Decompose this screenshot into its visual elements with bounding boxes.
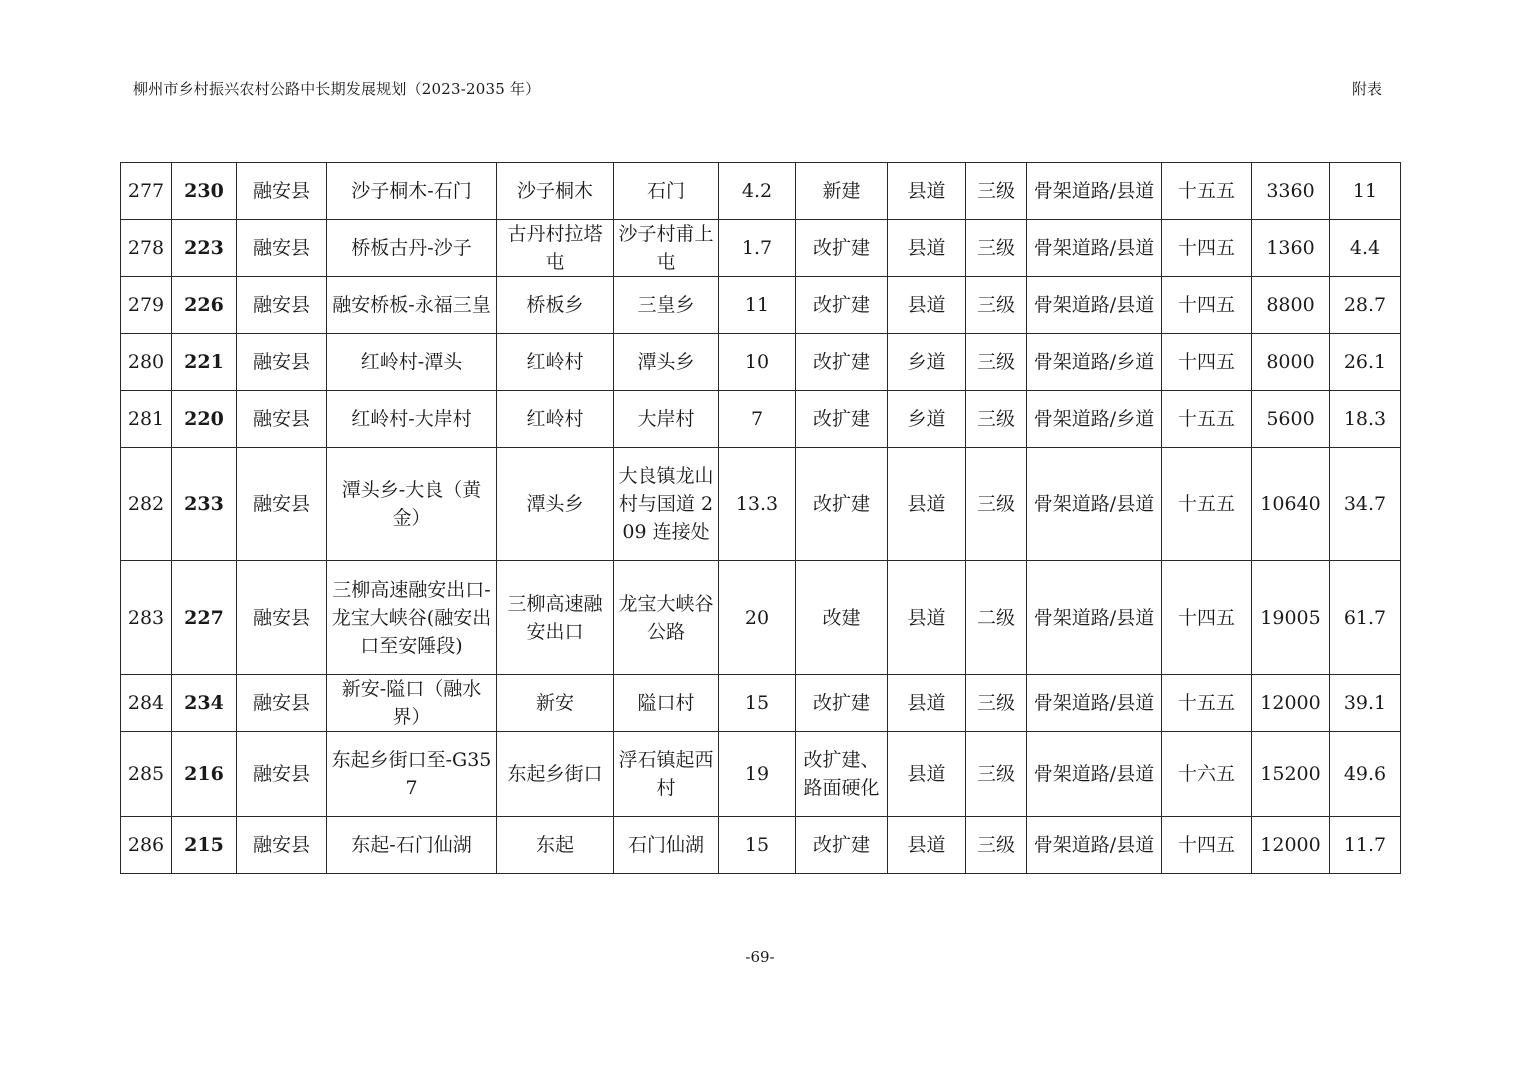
cell-route: 潭头乡-大良（黄金） xyxy=(327,448,497,561)
cell-type: 改扩建 xyxy=(796,277,888,334)
cell-end: 石门仙湖 xyxy=(614,817,719,874)
cell-investment: 3360 xyxy=(1252,163,1330,220)
cell-seq: 282 xyxy=(121,448,172,561)
cell-type: 改扩建 xyxy=(796,817,888,874)
cell-investment: 5600 xyxy=(1252,391,1330,448)
cell-investment: 12000 xyxy=(1252,675,1330,732)
cell-index: 49.6 xyxy=(1330,732,1401,817)
cell-grade: 三级 xyxy=(966,391,1027,448)
cell-code: 233 xyxy=(172,448,237,561)
cell-index: 11 xyxy=(1330,163,1401,220)
cell-length: 15 xyxy=(719,675,796,732)
cell-admin-level: 县道 xyxy=(888,675,966,732)
cell-index: 26.1 xyxy=(1330,334,1401,391)
cell-route: 桥板古丹-沙子 xyxy=(327,220,497,277)
cell-length: 11 xyxy=(719,277,796,334)
cell-start: 东起 xyxy=(497,817,614,874)
cell-type: 改建 xyxy=(796,561,888,675)
cell-period: 十四五 xyxy=(1162,817,1252,874)
cell-index: 11.7 xyxy=(1330,817,1401,874)
cell-index: 39.1 xyxy=(1330,675,1401,732)
cell-seq: 280 xyxy=(121,334,172,391)
cell-end: 三皇乡 xyxy=(614,277,719,334)
cell-start: 三柳高速融安出口 xyxy=(497,561,614,675)
cell-period: 十四五 xyxy=(1162,334,1252,391)
table-row xyxy=(121,334,1401,391)
cell-length: 15 xyxy=(719,817,796,874)
cell-type: 改扩建、路面硬化 xyxy=(796,732,888,817)
cell-length: 4.2 xyxy=(719,163,796,220)
cell-county: 融安县 xyxy=(237,675,327,732)
cell-end: 浮石镇起西村 xyxy=(614,732,719,817)
cell-length: 10 xyxy=(719,334,796,391)
cell-type: 改扩建 xyxy=(796,675,888,732)
cell-admin-level: 县道 xyxy=(888,163,966,220)
cell-admin-level: 县道 xyxy=(888,220,966,277)
cell-route: 红岭村-潭头 xyxy=(327,334,497,391)
cell-route: 红岭村-大岸村 xyxy=(327,391,497,448)
cell-index: 18.3 xyxy=(1330,391,1401,448)
cell-index: 34.7 xyxy=(1330,448,1401,561)
cell-investment: 8800 xyxy=(1252,277,1330,334)
cell-code: 215 xyxy=(172,817,237,874)
table-row xyxy=(121,732,1401,817)
cell-county: 融安县 xyxy=(237,817,327,874)
cell-grade: 三级 xyxy=(966,675,1027,732)
cell-period: 十四五 xyxy=(1162,277,1252,334)
cell-county: 融安县 xyxy=(237,277,327,334)
table-row xyxy=(121,817,1401,874)
cell-seq: 278 xyxy=(121,220,172,277)
cell-code: 230 xyxy=(172,163,237,220)
cell-end: 潭头乡 xyxy=(614,334,719,391)
cell-route: 东起乡街口至-G357 xyxy=(327,732,497,817)
cell-route: 融安桥板-永福三皇 xyxy=(327,277,497,334)
cell-admin-level: 县道 xyxy=(888,817,966,874)
table-row xyxy=(121,220,1401,277)
cell-end: 隘口村 xyxy=(614,675,719,732)
cell-code: 234 xyxy=(172,675,237,732)
cell-admin-level: 乡道 xyxy=(888,334,966,391)
cell-route: 新安-隘口（融水界） xyxy=(327,675,497,732)
cell-county: 融安县 xyxy=(237,448,327,561)
cell-seq: 279 xyxy=(121,277,172,334)
cell-seq: 277 xyxy=(121,163,172,220)
cell-index: 61.7 xyxy=(1330,561,1401,675)
cell-type: 新建 xyxy=(796,163,888,220)
cell-length: 1.7 xyxy=(719,220,796,277)
cell-investment: 8000 xyxy=(1252,334,1330,391)
cell-start: 古丹村拉塔屯 xyxy=(497,220,614,277)
cell-investment: 1360 xyxy=(1252,220,1330,277)
cell-start: 红岭村 xyxy=(497,391,614,448)
cell-start: 沙子桐木 xyxy=(497,163,614,220)
cell-county: 融安县 xyxy=(237,220,327,277)
cell-type: 改扩建 xyxy=(796,220,888,277)
cell-route: 东起-石门仙湖 xyxy=(327,817,497,874)
cell-length: 13.3 xyxy=(719,448,796,561)
cell-period: 十五五 xyxy=(1162,448,1252,561)
cell-code: 221 xyxy=(172,334,237,391)
table-row xyxy=(121,277,1401,334)
cell-route: 三柳高速融安出口-龙宝大峡谷(融安出口至安陲段) xyxy=(327,561,497,675)
cell-grade: 三级 xyxy=(966,732,1027,817)
cell-end: 沙子村甫上屯 xyxy=(614,220,719,277)
cell-grade: 三级 xyxy=(966,163,1027,220)
cell-code: 227 xyxy=(172,561,237,675)
table-body xyxy=(121,163,1401,874)
cell-route: 沙子桐木-石门 xyxy=(327,163,497,220)
cell-function: 骨架道路/县道 xyxy=(1027,732,1162,817)
section-label: 附表 xyxy=(1351,80,1382,98)
cell-length: 19 xyxy=(719,732,796,817)
cell-function: 骨架道路/县道 xyxy=(1027,163,1162,220)
cell-admin-level: 县道 xyxy=(888,561,966,675)
cell-grade: 三级 xyxy=(966,277,1027,334)
cell-period: 十四五 xyxy=(1162,220,1252,277)
cell-function: 骨架道路/县道 xyxy=(1027,220,1162,277)
cell-end: 大良镇龙山村与国道 209 连接处 xyxy=(614,448,719,561)
cell-start: 潭头乡 xyxy=(497,448,614,561)
cell-grade: 三级 xyxy=(966,334,1027,391)
document-title: 柳州市乡村振兴农村公路中长期发展规划（2023-2035 年） xyxy=(133,80,541,98)
cell-seq: 281 xyxy=(121,391,172,448)
cell-county: 融安县 xyxy=(237,561,327,675)
cell-admin-level: 县道 xyxy=(888,448,966,561)
cell-grade: 二级 xyxy=(966,561,1027,675)
cell-period: 十五五 xyxy=(1162,391,1252,448)
table-row xyxy=(121,561,1401,675)
cell-index: 4.4 xyxy=(1330,220,1401,277)
cell-grade: 三级 xyxy=(966,448,1027,561)
cell-county: 融安县 xyxy=(237,732,327,817)
cell-index: 28.7 xyxy=(1330,277,1401,334)
cell-start: 桥板乡 xyxy=(497,277,614,334)
cell-grade: 三级 xyxy=(966,220,1027,277)
cell-type: 改扩建 xyxy=(796,391,888,448)
cell-period: 十六五 xyxy=(1162,732,1252,817)
table-row xyxy=(121,163,1401,220)
cell-period: 十四五 xyxy=(1162,561,1252,675)
cell-county: 融安县 xyxy=(237,334,327,391)
table-row xyxy=(121,675,1401,732)
cell-function: 骨架道路/县道 xyxy=(1027,277,1162,334)
cell-start: 新安 xyxy=(497,675,614,732)
cell-start: 红岭村 xyxy=(497,334,614,391)
cell-investment: 10640 xyxy=(1252,448,1330,561)
cell-function: 骨架道路/县道 xyxy=(1027,675,1162,732)
cell-length: 20 xyxy=(719,561,796,675)
cell-end: 龙宝大峡谷公路 xyxy=(614,561,719,675)
cell-type: 改扩建 xyxy=(796,334,888,391)
cell-code: 223 xyxy=(172,220,237,277)
cell-admin-level: 乡道 xyxy=(888,391,966,448)
cell-seq: 286 xyxy=(121,817,172,874)
cell-county: 融安县 xyxy=(237,163,327,220)
cell-seq: 283 xyxy=(121,561,172,675)
road-plan-table xyxy=(120,162,1401,874)
cell-function: 骨架道路/乡道 xyxy=(1027,334,1162,391)
cell-investment: 12000 xyxy=(1252,817,1330,874)
cell-end: 石门 xyxy=(614,163,719,220)
cell-grade: 三级 xyxy=(966,817,1027,874)
table-row xyxy=(121,448,1401,561)
cell-function: 骨架道路/县道 xyxy=(1027,817,1162,874)
cell-start: 东起乡街口 xyxy=(497,732,614,817)
page-number: -69- xyxy=(745,948,775,966)
cell-seq: 285 xyxy=(121,732,172,817)
cell-period: 十五五 xyxy=(1162,675,1252,732)
cell-function: 骨架道路/乡道 xyxy=(1027,391,1162,448)
cell-investment: 19005 xyxy=(1252,561,1330,675)
cell-function: 骨架道路/县道 xyxy=(1027,448,1162,561)
cell-code: 226 xyxy=(172,277,237,334)
cell-type: 改扩建 xyxy=(796,448,888,561)
cell-code: 216 xyxy=(172,732,237,817)
cell-investment: 15200 xyxy=(1252,732,1330,817)
cell-county: 融安县 xyxy=(237,391,327,448)
cell-admin-level: 县道 xyxy=(888,732,966,817)
cell-length: 7 xyxy=(719,391,796,448)
cell-period: 十五五 xyxy=(1162,163,1252,220)
cell-admin-level: 县道 xyxy=(888,277,966,334)
table-row xyxy=(121,391,1401,448)
cell-seq: 284 xyxy=(121,675,172,732)
cell-function: 骨架道路/县道 xyxy=(1027,561,1162,675)
cell-code: 220 xyxy=(172,391,237,448)
cell-end: 大岸村 xyxy=(614,391,719,448)
